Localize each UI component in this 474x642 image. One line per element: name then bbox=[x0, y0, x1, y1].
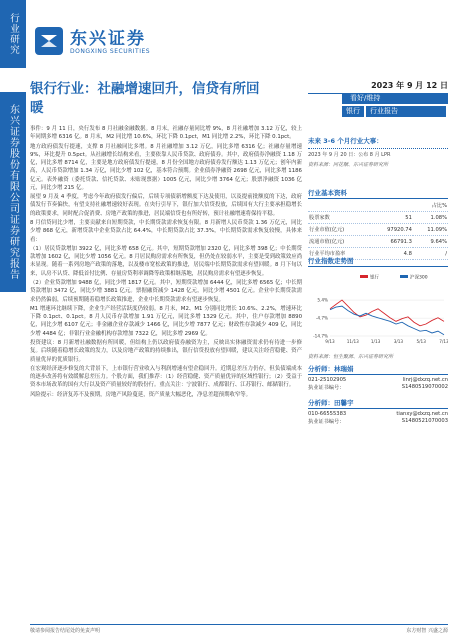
table-header-row bbox=[308, 200, 448, 212]
footer-disclaimer: 敬请参阅报告结尾处的免责声明 bbox=[30, 628, 101, 634]
analyst-email[interactable]: linrj@dxzq.net.cn bbox=[402, 376, 448, 383]
row-pct: 1.08% bbox=[413, 212, 448, 224]
report-date: 2023 年 9 月 12 日 bbox=[308, 80, 448, 94]
table-row bbox=[308, 212, 448, 224]
table-row bbox=[308, 236, 448, 248]
chart-source: 资料来源：恒生聚源、东兴证券研究所 bbox=[308, 354, 394, 360]
paragraph-risk: 风险提示：经济复苏不及预期，房地产风险蔓延，资产质量大幅恶化，净息差超预期收窄等。 bbox=[30, 391, 252, 398]
legend-label: 银行 bbox=[370, 275, 379, 281]
paragraph-event: 事件：9 月 11 日，央行发布 8 月社融金融数据。8 月末，社融存量同比增 9%，8 月社融增加 3.12 万亿，较上年同期多增 6316 亿。8 月末，M2 同比增 10.6%，环比下降 0.1pct，M1 同比增 2.2%，环比下降 0.1pct。 bbox=[30, 126, 302, 141]
x-tick-label: 3/13 bbox=[393, 339, 404, 344]
paragraph-household-loans: （1）居民贷款增加 3922 亿，同比多增 658 亿元。其中，短期贷款增加 2320 亿，同比多增 398 亿；中长期贷款增加 1602 亿，同比少增 1056 亿元。8 月居民购房需求有所恢复，但仍处在较弱水平，主要是受到政策效应尚未显现。随着一系列房地产政策的落地，以及楼市宽松政策的推进，居民端中长期贷款需求有望回暖。8 月下旬以来，认房不认贷、降低首付比例、存量房贷利率调降等政策相继落地，居民购房需求有望逐步恢复。 bbox=[30, 246, 302, 277]
rating-badge: 看好/维持 bbox=[342, 93, 448, 104]
x-tick-label: 7/13 bbox=[439, 339, 448, 344]
analyst-cert-label: 执业证书编号： bbox=[308, 419, 345, 426]
sidebar bbox=[0, 0, 26, 642]
analyst-cert-number: S1480519070002 bbox=[401, 384, 448, 391]
y-tick-label: -4.7% bbox=[315, 315, 328, 321]
analyst-cert-label: 执业证书编号： bbox=[308, 385, 345, 392]
row-pct: 11.09% bbox=[413, 224, 448, 236]
analyst-name: 田馨宇 bbox=[334, 399, 354, 407]
x-tick-label: 9/13 bbox=[325, 339, 335, 344]
x-tick-label: 11/13 bbox=[346, 339, 359, 344]
paragraph-corporate-loans: （2）企业贷款增加 9488 亿，同比少增 1817 亿元。其中，短期贷款增加 6444 亿，同比多增 6565 亿；中长期贷款增加 3472 亿，同比少增 3881 亿元。票据融资减少 1428 亿元，同比少增 4501 亿元。企业中长期贷款需求仍然偏弱，后续预期随着稳增长政策推进，企业中长期贷款需求有望逐步恢复。 bbox=[30, 280, 302, 303]
row-value: 51 bbox=[370, 212, 413, 224]
row-label: 流通市值(亿元) bbox=[308, 236, 370, 248]
chart-heading: 行业指数走势图 bbox=[308, 256, 448, 267]
report-type-tag: 行业报告 bbox=[366, 106, 446, 117]
chart-svg bbox=[308, 272, 448, 348]
series-line bbox=[330, 306, 444, 335]
tag-row bbox=[342, 106, 448, 117]
upcoming-events bbox=[308, 136, 448, 168]
paragraph-money-supply: M1 增速环比继续下降，企业生产经营活跃度仍较弱。8 月末，M2、M1 分别同比增长 10.6%、2.2%，增速环比下降 0.1pct、0.1pct。8 月人民币存款增加 1.91 万亿元，同比多增 1329 亿元。其中，住户存款增加 8890 亿，同比少增 6107 亿元；非金融企业存款减少 1466 亿，同比少增 7877 亿元；财政性存款减少 409 亿，同比少增 4484 亿；非银行业金融机构存款增加 7322 亿，同比多增 2969 亿。 bbox=[30, 306, 302, 337]
row-value: 4.8 bbox=[370, 248, 413, 260]
company-logo bbox=[34, 18, 194, 68]
analyst-phone: 010-66555383 bbox=[308, 410, 347, 417]
logo-mark-icon bbox=[34, 26, 64, 56]
y-tick-label: -14.7% bbox=[313, 333, 328, 339]
page-footer bbox=[30, 624, 448, 634]
index-trend-chart bbox=[308, 272, 448, 348]
series-line bbox=[330, 300, 444, 326]
analyst-cert-number: S1480521070003 bbox=[401, 418, 448, 425]
footer-slogan: 东方财智 兴盛之源 bbox=[406, 628, 448, 634]
row-label: 股票家数 bbox=[308, 212, 370, 224]
legend-label: 沪深300 bbox=[410, 275, 428, 281]
row-label: 行业平均市盈率 bbox=[308, 248, 370, 260]
analyst-card bbox=[308, 398, 448, 425]
x-tick-label: 5/13 bbox=[416, 339, 426, 344]
row-value: 97920.74 bbox=[370, 224, 413, 236]
logo-subtext: DONGXING SECURITIES bbox=[70, 48, 151, 55]
paragraph-credit: 8 月信贷同比少增，主要贡献来自短期贷款，中长期贷款需求恢复有限。8 月新增人民币贷款 1.36 万亿元，同比少增 868 亿元，新增贷款中企业贷款占比 64.4%，中长期贷款占比 37.3%，中长期贷款需求恢复较慢，具体来看： bbox=[30, 220, 302, 243]
analyst-name: 林瑞娟 bbox=[334, 365, 354, 373]
row-pct: / bbox=[413, 248, 448, 260]
divider bbox=[308, 148, 448, 149]
sidebar-category: 行业研究 bbox=[0, 0, 26, 68]
fundamentals-table bbox=[308, 200, 448, 260]
y-tick-label: 5.4% bbox=[317, 297, 328, 303]
analyst-role: 分析师： bbox=[308, 399, 334, 407]
x-tick-label: 1/13 bbox=[370, 339, 381, 344]
industry-tag: 银行 bbox=[342, 106, 364, 117]
logo-text: 东兴证券 bbox=[70, 29, 146, 49]
sidebar-company: 东兴证券股份有限公司证券研究报告 bbox=[0, 92, 26, 292]
paragraph-outlook: 展望 9 月及 4 季度，考虑今年政府债发行偏后，后续专项债新增额度下达及使用，以及提前批额度的下达，政府债发行节奏偏快，有望支持社融增速较好表现。在央行引导下，银行加大信贷投放，后续国有大行主要承担稳增长的政策要求，同时配合促消费、房地产政策的推进，居民端信贷也有所好转，预计社融增速将保持平稳。 bbox=[30, 194, 302, 217]
row-label: 行业市值(亿元) bbox=[308, 224, 370, 236]
analyst-role: 分析师： bbox=[308, 365, 334, 373]
report-body bbox=[30, 125, 302, 400]
report-title: 银行行业：社融增速回升，信贷有所回暖 bbox=[30, 81, 260, 116]
events-heading: 未来 3-6 个月行业大事： bbox=[308, 137, 383, 145]
events-source: 资料来源：同花顺、东兴证券研究所 bbox=[308, 162, 389, 168]
row-value: 66791.3 bbox=[370, 236, 413, 248]
paragraph-social-financing: 地方政府债发行提速，支撑 8 月社融同比多增。8 月社融增加 3.12 万亿，同比多增 6316 亿；社融存量增速 9%，环比提升 0.5pct。从社融增长结构来看，主要依靠人民币贷款、政府债券。其中，政府债券净融资 1.18 万亿，同比多增 8714 亿，主要是地方政府债发行提速，8 月份全国地方政府债券发行额达 1.13 万亿元；创年内新高，人民币贷款增加 1.34 万亿，同比少增 102 亿，基本符合预期。企业债券净融资 2698 亿元，同比多增 1186 亿元。表外融资（委托贷款、信托贷款、未贴现票据）1005 亿元，同比少增 3764 亿元；股票净融资 1036 亿元，同比少增 215 亿。 bbox=[30, 143, 302, 191]
fundamentals-heading: 行业基本资料 bbox=[308, 188, 448, 199]
event-item: 2023 年 9 月 20 日：公布 8 月 LPR bbox=[308, 152, 391, 158]
paragraph-investment-advice: 投资建议：8 月新增社融数据有所回暖，但结构上仍以政府债券融资为主，反映出实体融资需求仍有待进一步修复。后续随着稳增长政策的发力，以及房地产政策的持续推出，银行信贷投放有望回暖，建议关注经营稳健、资产质量优异的优质银行。 bbox=[30, 340, 302, 363]
table-row bbox=[308, 224, 448, 236]
row-pct: 9.64% bbox=[413, 236, 448, 248]
analyst-email[interactable]: tianxy@dxzq.net.cn bbox=[396, 410, 448, 417]
legend-swatch bbox=[400, 275, 408, 278]
analyst-card bbox=[308, 364, 448, 391]
analyst-phone: 021-25102905 bbox=[308, 376, 347, 383]
column-header-pct: 占比% bbox=[413, 200, 448, 212]
legend-swatch bbox=[360, 275, 368, 278]
paragraph-recommendation: 在宏观经济逐步修复的大背景下，上市银行营业收入与利润增速有望企稳回升。近期息差压力仍存，但负债端成本的逐步改善将有效缓解息差压力。个股方面，我们推荐：（1）经营稳健、资产质量优异的区域性银行；（2）受益于资本市场改革的国有大行以及资产质量较好的股份行。重点关注：宁波银行、成都银行、江苏银行、邮储银行。 bbox=[30, 366, 302, 389]
